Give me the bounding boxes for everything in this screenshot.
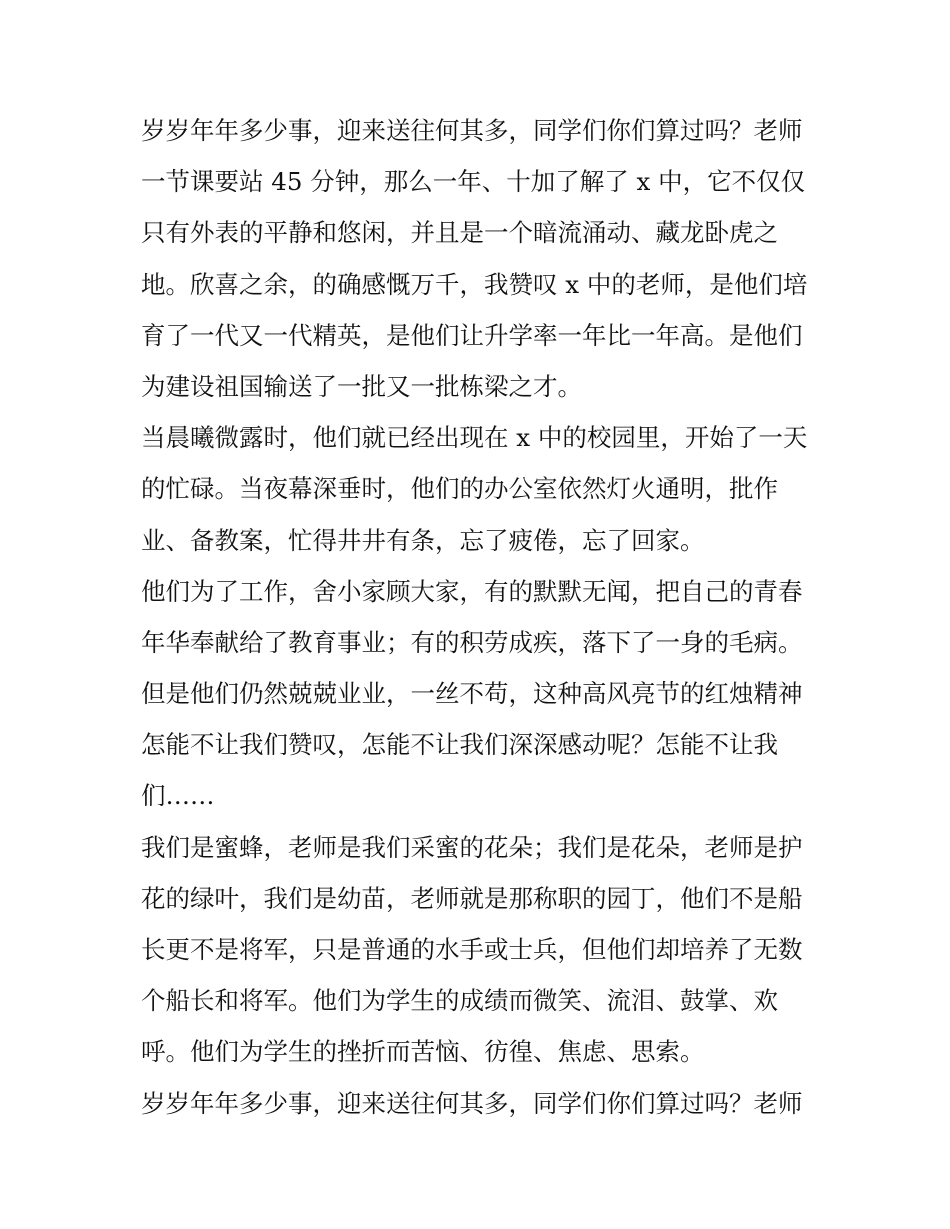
text-line-17: 长更不是将军，只是普通的水手或士兵，但他们却培养了无数 [141, 935, 803, 964]
text-line-2: 一节课要站 45 分钟，那么一年、十加了解了 x 中，它不仅仅 [141, 167, 806, 197]
text-line-5: 育了一代又一代精英，是他们让升学率一年比一年高。是他们 [141, 320, 803, 350]
text-line-1: 岁岁年年多少事，迎来送往何其多，同学们你们算过吗？老师 [141, 116, 803, 145]
text-line-3: 只有外表的平静和悠闲，并且是一个暗流涌动、藏龙卧虎之 [141, 218, 778, 248]
text-line-20: 岁岁年年多少事，迎来送往何其多，同学们你们算过吗？老师 [141, 1088, 803, 1118]
text-line-11: 年华奉献给了教育事业；有的积劳成疾，落下了一身的毛病。 [141, 627, 803, 657]
text-line-13: 怎能不让我们赞叹，怎能不让我们深深感动呢？怎能不让我 [141, 730, 778, 760]
text-line-19: 呼。他们为学生的挫折而苦恼、彷徨、焦虑、思索。 [141, 1037, 705, 1067]
text-line-18: 个船长和将军。他们为学生的成绩而微笑、流泪、鼓掌、欢 [141, 986, 778, 1016]
text-line-4: 地。欣喜之余，的确感慨万千，我赞叹 x 中的老师，是他们培 [141, 269, 808, 299]
text-line-7: 当晨曦微露时，他们就已经出现在 x 中的校园里，开始了一天 [141, 423, 808, 453]
text-line-9: 业、备教案，忙得井井有条，忘了疲倦，忘了回家。 [141, 525, 705, 555]
text-line-10: 他们为了工作，舍小家顾大家，有的默默无闻，把自己的青春 [141, 576, 803, 606]
text-line-8: 的忙碌。当夜幕深垂时，他们的办公室依然灯火通明，批作 [141, 474, 778, 504]
text-line-14: 们…… [141, 781, 215, 811]
body-text [141, 105, 821, 1129]
text-line-6: 为建设祖国输送了一批又一批栋梁之才。 [141, 371, 582, 401]
text-line-12: 但是他们仍然兢兢业业，一丝不苟，这种高风亮节的红烛精神 [141, 679, 803, 709]
text-line-15: 我们是蜜蜂，老师是我们采蜜的花朵；我们是花朵，老师是护 [141, 832, 803, 862]
text-line-16: 花的绿叶，我们是幼苗，老师就是那称职的园丁，他们不是船 [141, 883, 803, 913]
